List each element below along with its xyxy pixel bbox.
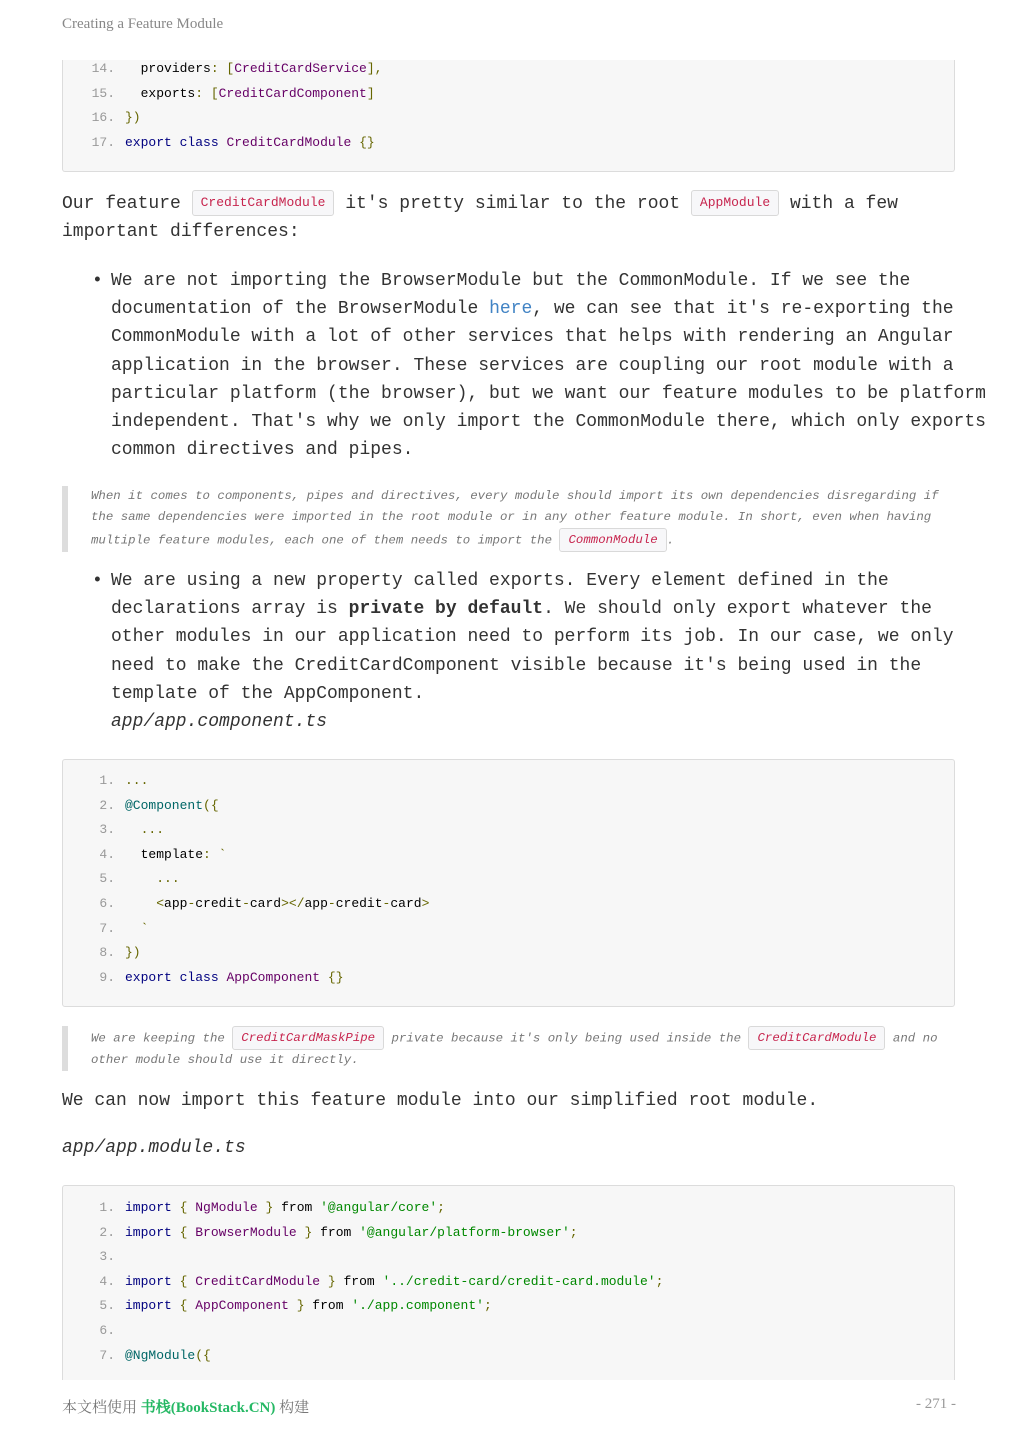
line-number: 6. bbox=[99, 1323, 115, 1338]
paragraph-text: it's pretty similar to the root bbox=[334, 194, 691, 214]
code-token: }) bbox=[125, 110, 141, 126]
code-token: '@angular/core' bbox=[320, 1200, 438, 1215]
code-line bbox=[63, 769, 148, 793]
quote-line bbox=[91, 1026, 955, 1050]
code-line bbox=[63, 1344, 211, 1368]
code-token: CreditCardModule bbox=[226, 134, 352, 150]
code-token: ; bbox=[655, 1273, 664, 1289]
line-number: 3. bbox=[99, 822, 115, 838]
file-name-label: app/app.component.ts bbox=[111, 712, 328, 732]
code-token: } bbox=[296, 1298, 305, 1314]
paragraph: We can now import this feature module into our simplified root module. bbox=[62, 1091, 819, 1111]
code-token: ; bbox=[437, 1200, 445, 1215]
quote-text: We are keeping the bbox=[91, 1031, 233, 1046]
code-token bbox=[172, 1225, 180, 1240]
code-token: template bbox=[140, 846, 204, 862]
line-number: 8. bbox=[99, 945, 115, 961]
bullet-text: declarations array is bbox=[111, 599, 349, 620]
line-number: 1. bbox=[99, 773, 115, 788]
inline-code: CreditCardMaskPipe bbox=[232, 1026, 384, 1050]
code-token: credit bbox=[195, 896, 243, 911]
quote-text: multiple feature modules, each one of them needs to import the bbox=[91, 533, 560, 548]
quote-line bbox=[91, 528, 955, 552]
bullet-line: template of the AppComponent. bbox=[111, 683, 425, 704]
code-token: } bbox=[304, 1224, 313, 1240]
code-token: from bbox=[304, 1298, 352, 1314]
line-number: 5. bbox=[99, 1298, 115, 1314]
bullet-line: We are using a new property called exports. Every element defined in the bbox=[111, 571, 889, 591]
code-token: }) bbox=[125, 945, 141, 961]
code-token: {} bbox=[327, 969, 344, 985]
code-token: ] bbox=[366, 85, 375, 101]
blockquote-note bbox=[62, 1026, 955, 1071]
code-token: { bbox=[179, 1200, 188, 1215]
code-token: credit bbox=[335, 896, 383, 911]
bullet-line: particular platform (the browser), but we want our feature modules to be platform bbox=[111, 383, 986, 404]
code-token: CreditCardComponent bbox=[218, 85, 367, 101]
code-token: > bbox=[421, 896, 430, 911]
quote-text: . bbox=[666, 533, 675, 548]
bullet-line: We are not importing the BrowserModule but the CommonModule. If we see the bbox=[111, 271, 911, 291]
code-token: NgModule bbox=[195, 1200, 258, 1215]
paragraph-text: with a few bbox=[779, 194, 898, 214]
code-line bbox=[63, 843, 226, 867]
code-line bbox=[63, 106, 141, 130]
code-line bbox=[63, 1294, 492, 1318]
line-number: 1. bbox=[99, 1200, 115, 1215]
bullet-line: application in the browser. These services are coupling our root module with a bbox=[111, 355, 954, 376]
line-number: 2. bbox=[99, 1224, 115, 1240]
code-token: export bbox=[125, 969, 172, 985]
code-token: : ` bbox=[203, 846, 227, 862]
code-line bbox=[63, 1196, 445, 1220]
code-token: card bbox=[249, 896, 282, 911]
code-token: < bbox=[156, 896, 165, 911]
code-token: ({ bbox=[195, 1347, 211, 1363]
code-token: ... bbox=[140, 822, 165, 838]
code-line bbox=[63, 818, 164, 842]
line-number: 4. bbox=[99, 1273, 115, 1289]
code-block bbox=[62, 759, 955, 1007]
code-token: { bbox=[179, 1273, 188, 1289]
paragraph-line: important differences: bbox=[62, 222, 300, 242]
code-line bbox=[63, 1270, 663, 1294]
here-link[interactable]: here bbox=[489, 299, 533, 320]
code-line bbox=[63, 794, 219, 818]
code-token bbox=[172, 1298, 180, 1313]
code-token bbox=[320, 1274, 328, 1289]
blockquote-note bbox=[62, 486, 955, 552]
code-token: app bbox=[164, 896, 188, 911]
footer-credit bbox=[62, 1396, 309, 1417]
code-token: ... bbox=[156, 871, 180, 887]
inline-code: CreditCardModule bbox=[192, 190, 335, 216]
code-token: - bbox=[242, 896, 250, 911]
code-token: CreditCardModule bbox=[195, 1273, 321, 1289]
code-token: ], bbox=[366, 61, 383, 76]
code-token: card bbox=[390, 896, 422, 911]
quote-line: other module should use it directly. bbox=[91, 1053, 359, 1067]
paragraph-text: Our feature bbox=[62, 194, 192, 214]
code-token: } bbox=[265, 1200, 274, 1215]
bullet-line: common directives and pipes. bbox=[111, 440, 414, 461]
code-token: { bbox=[179, 1224, 188, 1240]
bullet-dot: • bbox=[92, 271, 103, 291]
code-token: import bbox=[125, 1224, 172, 1240]
quote-text: private because it's only being used inside the bbox=[384, 1031, 749, 1046]
code-token: ; bbox=[569, 1224, 578, 1240]
file-name-label: app/app.module.ts bbox=[62, 1138, 246, 1158]
code-line bbox=[63, 131, 375, 155]
code-token: : [ bbox=[210, 61, 235, 76]
line-number: 14. bbox=[91, 61, 115, 76]
bookstack-link[interactable]: 书栈(BookStack.CN) bbox=[140, 1400, 276, 1416]
code-token: AppComponent bbox=[195, 1298, 289, 1314]
code-token: {} bbox=[359, 134, 375, 150]
code-token: './app.component' bbox=[351, 1298, 484, 1314]
code-block bbox=[62, 1185, 955, 1380]
line-number: 3. bbox=[99, 1249, 115, 1265]
inline-code: CommonModule bbox=[559, 528, 666, 552]
code-token: app bbox=[304, 896, 328, 911]
footer-text: 本文档使用 bbox=[62, 1400, 141, 1416]
code-token bbox=[172, 970, 180, 985]
code-line bbox=[63, 867, 180, 891]
bullet-line bbox=[111, 295, 954, 323]
code-token: import bbox=[125, 1298, 172, 1314]
code-token: '@angular/platform-browser' bbox=[359, 1224, 570, 1240]
code-token: ... bbox=[125, 773, 149, 788]
code-token bbox=[351, 135, 359, 150]
line-number: 7. bbox=[99, 920, 115, 936]
code-block bbox=[62, 60, 955, 172]
page-header-title: Creating a Feature Module bbox=[62, 16, 224, 32]
code-token bbox=[172, 1274, 180, 1289]
code-token: export bbox=[125, 134, 172, 150]
quote-text: and no bbox=[885, 1031, 938, 1046]
code-token: AppComponent bbox=[226, 969, 321, 985]
code-token: import bbox=[125, 1273, 172, 1289]
line-number: 2. bbox=[99, 797, 115, 813]
code-line bbox=[63, 966, 344, 990]
bullet-text: . We should only export whatever the bbox=[543, 599, 932, 620]
line-number: 17. bbox=[91, 134, 115, 150]
code-token bbox=[172, 1200, 180, 1215]
code-token: from bbox=[273, 1200, 321, 1215]
code-token: exports bbox=[140, 85, 196, 101]
code-token: - bbox=[327, 896, 336, 911]
code-token: @NgModule bbox=[125, 1347, 196, 1363]
inline-code: AppModule bbox=[691, 190, 779, 216]
bullet-line: CommonModule with a lot of other services that helps with rendering an Angular bbox=[111, 327, 954, 348]
bullet-text: documentation of the BrowserModule bbox=[111, 299, 490, 320]
line-number: 5. bbox=[99, 871, 115, 887]
code-token: class bbox=[179, 969, 219, 985]
line-number: 15. bbox=[91, 85, 115, 101]
code-token: } bbox=[327, 1273, 336, 1289]
code-token: ` bbox=[140, 920, 149, 936]
code-token: - bbox=[382, 896, 391, 911]
code-token: '../credit-card/credit-card.module' bbox=[382, 1273, 656, 1289]
line-number: 6. bbox=[99, 896, 115, 911]
quote-line: the same dependencies were imported in the root module or in any other feature module. In short, even when having bbox=[91, 510, 932, 524]
bullet-text: , we can see that it's re-exporting the bbox=[532, 299, 954, 320]
code-token: from bbox=[312, 1224, 360, 1240]
code-token: ; bbox=[483, 1298, 492, 1314]
quote-line: When it comes to components, pipes and directives, every module should import its own dependencies disregarding if bbox=[91, 489, 939, 503]
code-token: ></ bbox=[281, 896, 305, 911]
code-token: - bbox=[187, 896, 196, 911]
bold-text: private by default bbox=[348, 599, 544, 620]
code-token: class bbox=[179, 134, 219, 150]
code-token: CreditCardService bbox=[234, 61, 367, 76]
code-token: BrowserModule bbox=[195, 1224, 297, 1240]
code-line bbox=[63, 1221, 578, 1245]
paragraph bbox=[62, 190, 898, 218]
bullet-line: other modules in our application need to perform its job. In our case, we only bbox=[111, 627, 954, 648]
code-line bbox=[63, 57, 382, 81]
code-line bbox=[63, 941, 141, 965]
line-number: 9. bbox=[99, 969, 115, 985]
inline-code: CreditCardModule bbox=[748, 1026, 885, 1050]
bullet-line: independent. That's why we only import the CommonModule there, which only exports bbox=[111, 412, 986, 432]
line-number: 16. bbox=[91, 110, 115, 126]
code-token: ({ bbox=[203, 797, 219, 813]
code-line bbox=[63, 1245, 125, 1269]
footer-text: 构建 bbox=[275, 1400, 310, 1416]
code-line bbox=[63, 1319, 125, 1343]
code-line bbox=[63, 82, 375, 106]
code-token: @Component bbox=[125, 797, 204, 813]
bullet-line: need to make the CreditCardComponent visible because it's being used in the bbox=[111, 655, 922, 676]
page-number: - 271 - bbox=[916, 1396, 956, 1412]
bullet-dot: • bbox=[92, 571, 103, 591]
line-number: 4. bbox=[99, 846, 115, 862]
code-token: : [ bbox=[195, 85, 219, 101]
code-token: from bbox=[335, 1273, 383, 1289]
code-token: providers bbox=[140, 61, 211, 76]
code-line bbox=[63, 892, 429, 916]
code-token: import bbox=[125, 1200, 172, 1215]
code-token bbox=[320, 970, 328, 985]
code-token bbox=[289, 1298, 297, 1313]
code-token: { bbox=[179, 1298, 188, 1314]
bullet-line bbox=[111, 595, 932, 623]
code-token bbox=[172, 135, 180, 150]
code-line bbox=[63, 917, 148, 941]
line-number: 7. bbox=[99, 1347, 115, 1363]
